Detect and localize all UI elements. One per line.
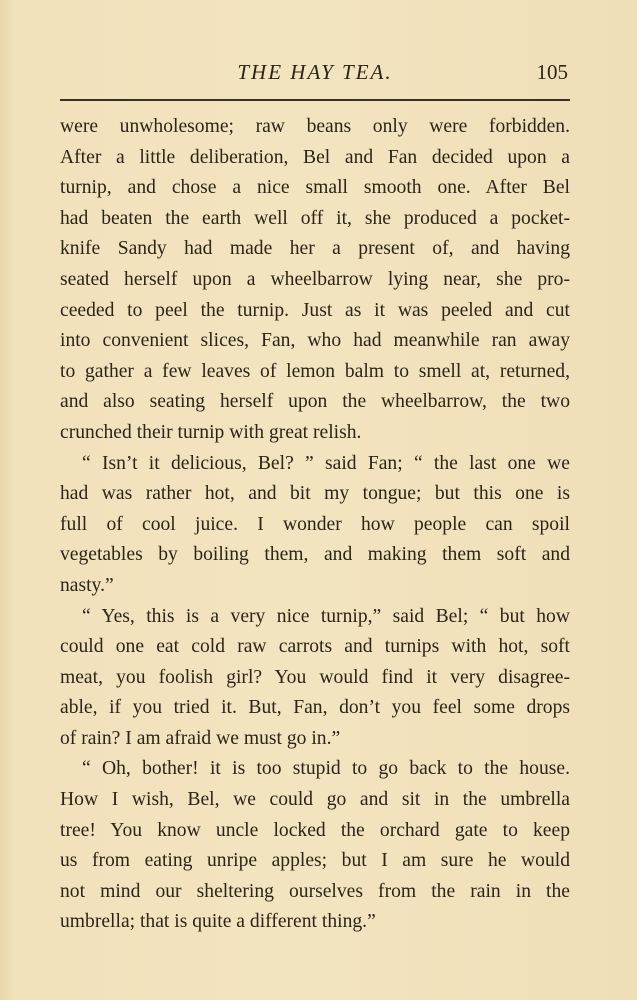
text-line: nasty.” [60, 574, 114, 596]
text-line: not mind our sheltering ourselves from the rain in the [60, 880, 570, 902]
text-line: “ Isn’t it delicious, Bel? ” said Fan; “ the last one we [82, 452, 570, 474]
running-head [60, 58, 570, 90]
text-line: to gather a few leaves of lemon balm to smell at, returned, [60, 360, 570, 382]
text-line: had was rather hot, and bit my tongue; but this one is [60, 483, 570, 505]
text-line: tree! You know uncle locked the orchard gate to keep [60, 819, 570, 841]
text-line: “ Oh, bother! it is too stupid to go back to the house. [82, 758, 570, 780]
text-line: ceeded to peel the turnip. Just as it was peeled and cut [60, 299, 570, 321]
text-line: How I wish, Bel, we could go and sit in the umbrella [60, 789, 570, 811]
text-line: turnip, and chose a nice small smooth one. After Bel [60, 177, 570, 199]
text-line: vegetables by boiling them, and making them soft and [60, 544, 570, 566]
text-line: were unwholesome; raw beans only were forbidden. [60, 116, 570, 137]
chapter-title: THE HAY TEA. [237, 60, 393, 84]
text-line: us from eating unripe apples; but I am sure he would [60, 850, 570, 872]
text-line: meat, you foolish girl? You would find it very disagree- [60, 666, 570, 688]
page-number: 105 [536, 60, 568, 84]
text-line: “ Yes, this is a very nice turnip,” said Bel; “ but how [82, 605, 570, 627]
text-line: and also seating herself upon the wheelbarrow, the two [60, 391, 570, 413]
header-rule [60, 99, 570, 101]
body-text [60, 112, 570, 938]
text-line: had beaten the earth well off it, she produced a pocket- [60, 207, 570, 229]
text-line: After a little deliberation, Bel and Fan decided upon a [60, 146, 570, 168]
text-line: knife Sandy had made her a present of, and having [60, 238, 570, 260]
text-line: crunched their turnip with great relish. [60, 421, 362, 443]
text-line: able, if you tried it. But, Fan, don’t you feel some drops [60, 697, 570, 719]
text-line: into convenient slices, Fan, who had meanwhile ran away [60, 330, 570, 352]
text-line: umbrella; that is quite a different thing.” [60, 911, 376, 933]
text-line: seated herself upon a wheelbarrow lying near, she pro- [60, 268, 570, 290]
text-line: of rain? I am afraid we must go in.” [60, 727, 341, 749]
text-line: could one eat cold raw carrots and turnips with hot, soft [60, 636, 570, 658]
text-line: full of cool juice. I wonder how people can spoil [60, 513, 570, 535]
